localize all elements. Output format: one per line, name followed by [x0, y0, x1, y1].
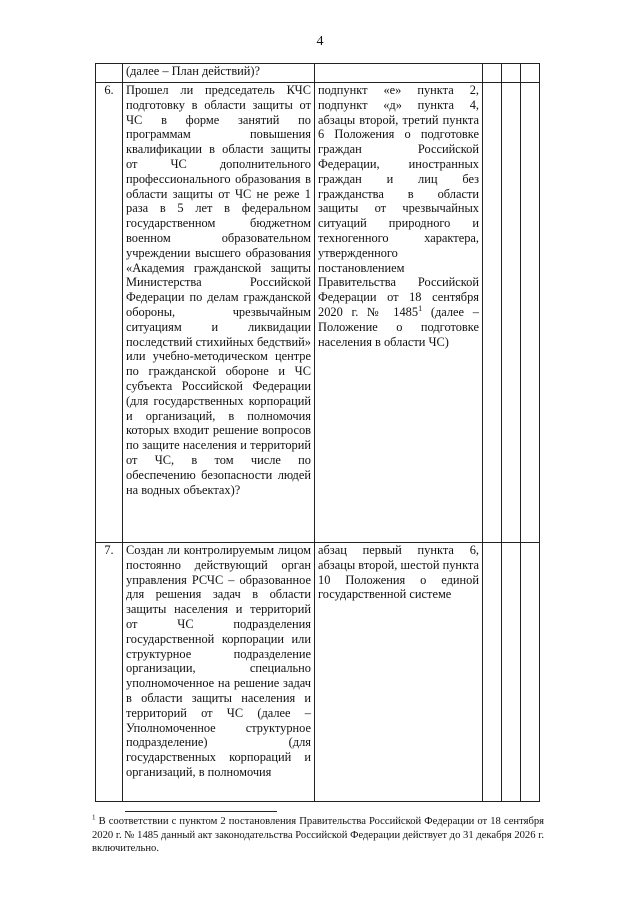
- question-cell: Создан ли контролируемым лицом постоянно действующий орган управления РСЧС – образованное для решения задач в области защиты населения и территорий от ЧС подразделения государственной корпорации или структурное подразделение организации, специально уполномоченное на решение задач в области защиты населения и территорий от ЧС (далее – Уполномоченное структурное подразделение) (для государственных корпораций и организаций, в полномочия: [123, 543, 315, 802]
- reference-text: абзац первый пункта 6, абзацы второй, шестой пункта 10 Положения о единой государственной системе: [318, 543, 479, 602]
- footnote-number: 1: [92, 813, 96, 822]
- answer-na-cell: [521, 543, 540, 802]
- answer-no-cell: [502, 64, 521, 83]
- footnote-text: В соответствии с пунктом 2 постановления Правительства Российской Федерации от 18 сентября 2020 г. № 1485 данный акт законодательства Российской Федерации действует до 31 декабря 2026 г. включительно.: [92, 816, 544, 855]
- page-number: 4: [316, 34, 324, 49]
- table-row: [96, 543, 540, 802]
- checklist-table: [95, 63, 540, 802]
- row-number: 7.: [96, 543, 123, 802]
- answer-na-cell: [521, 64, 540, 83]
- reference-text-tail: (далее – Положение о подготовке населения в области ЧС): [318, 304, 479, 349]
- footnote-mark: 1: [418, 303, 423, 313]
- footnote-divider: [125, 811, 277, 812]
- reference-cell: [315, 64, 483, 83]
- answer-yes-cell: [483, 83, 502, 543]
- row-number: [96, 64, 123, 83]
- reference-cell: [315, 83, 483, 543]
- table-row: [96, 64, 540, 83]
- reference-cell: [315, 543, 483, 802]
- table-row: [96, 83, 540, 543]
- footnote: [92, 815, 544, 856]
- answer-no-cell: [502, 83, 521, 543]
- answer-yes-cell: [483, 64, 502, 83]
- row-number: 6.: [96, 83, 123, 543]
- answer-no-cell: [502, 543, 521, 802]
- reference-text: подпункт «е» пункта 2, подпункт «д» пункта 4, абзацы второй, третий пункта 6 Положения о подготовке граждан Российской Федерации, иностранных граждан и лиц без гражданства в области защиты от чрезвычайных ситуаций природного и техногенного характера, утвержденного постановлением Правительства Российской Федерации от 18 сентября 2020 г. № 1485: [318, 83, 479, 319]
- question-cell: (далее – План действий)?: [123, 64, 315, 83]
- answer-yes-cell: [483, 543, 502, 802]
- question-cell: Прошел ли председатель КЧС подготовку в области защиты от ЧС в форме занятий по программам повышения квалификации в области защиты от ЧС дополнительного профессионального образования в области защиты от ЧС не реже 1 раза в 5 лет в федеральном государственном бюджетном военном образовательном учреждении высшего образования «Академия гражданской защиты Министерства Российской Федерации по делам гражданской обороны, чрезвычайным ситуациям и ликвидации последствий стихийных бедствий» или учебно-методическом центре по гражданской обороне и ЧС субъекта Российской Федерации (для государственных корпораций и организаций, в полномочия которых входит решение вопросов по защите населения и территорий от ЧС, в том числе по обеспечению безопасности людей на водных объектах)?: [123, 83, 315, 543]
- answer-na-cell: [521, 83, 540, 543]
